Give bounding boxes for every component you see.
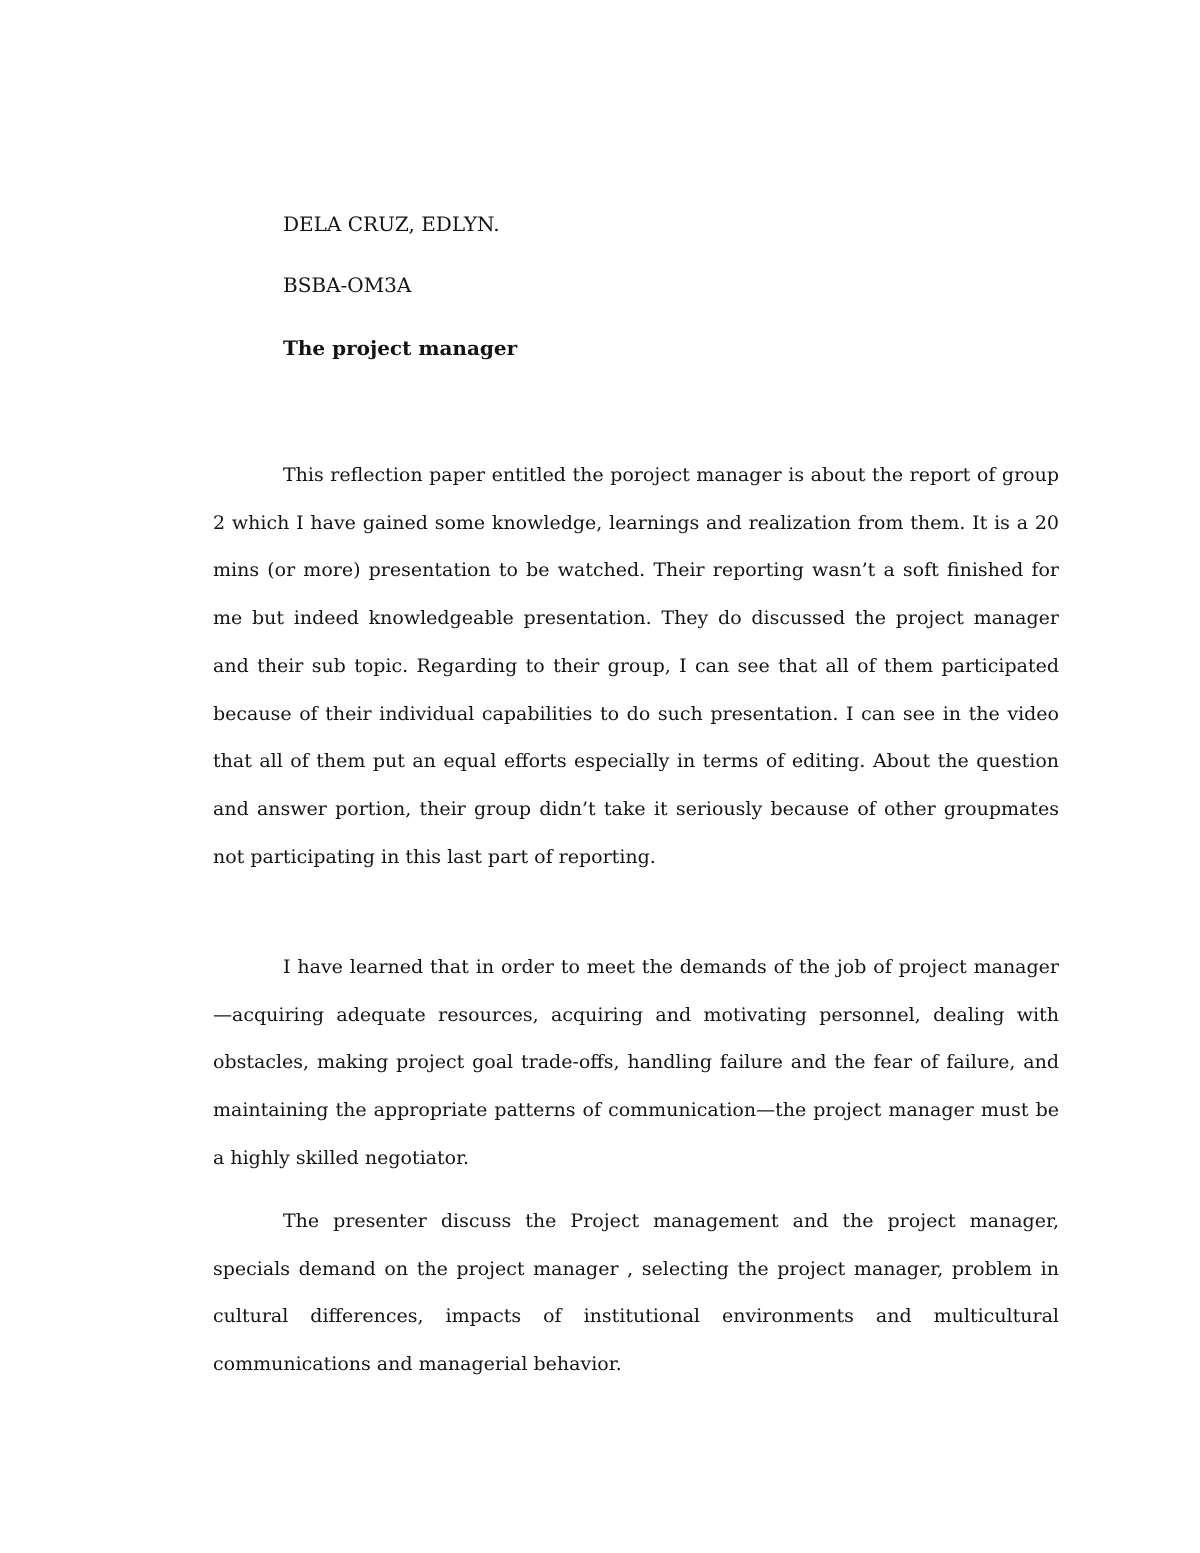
course-section: BSBA-OM3A bbox=[283, 273, 412, 297]
paper-title: The project manager bbox=[283, 336, 518, 360]
body-paragraph-2: I have learned that in order to meet the demands of the job of project manager—acquiring adequate resources, acquiring and motivating personnel, dealing with obstacles, making project goal trade-offs, handling failure and the fear of failure, and maintaining the appropriate patterns of communication—the project manager must be a highly skilled negotiator. bbox=[213, 956, 1059, 1169]
body-paragraph-3: The presenter discuss the Project management and the project manager, specials demand on the project manager , selecting the project manager, problem in cultural differences, impacts of institutional environments and multicultural communications and managerial behavior. bbox=[213, 1210, 1059, 1376]
body-paragraph-1: This reflection paper entitled the poroject manager is about the report of group 2 which I have gained some knowledge, learnings and realization from them. It is a 20 mins (or more) presentation to be watched. Their reporting wasn’t a soft finished for me but indeed knowledgeable presentation. They do discussed the project manager and their sub topic. Regarding to their group, I can see that all of them participated because of their individual capabilities to do such presentation. I can see in the video that all of them put an equal efforts especially in terms of editing. About the question and answer portion, their group didn’t take it seriously because of other groupmates not participating in this last part of reporting. bbox=[213, 464, 1059, 868]
student-name: DELA CRUZ, EDLYN. bbox=[283, 212, 500, 236]
